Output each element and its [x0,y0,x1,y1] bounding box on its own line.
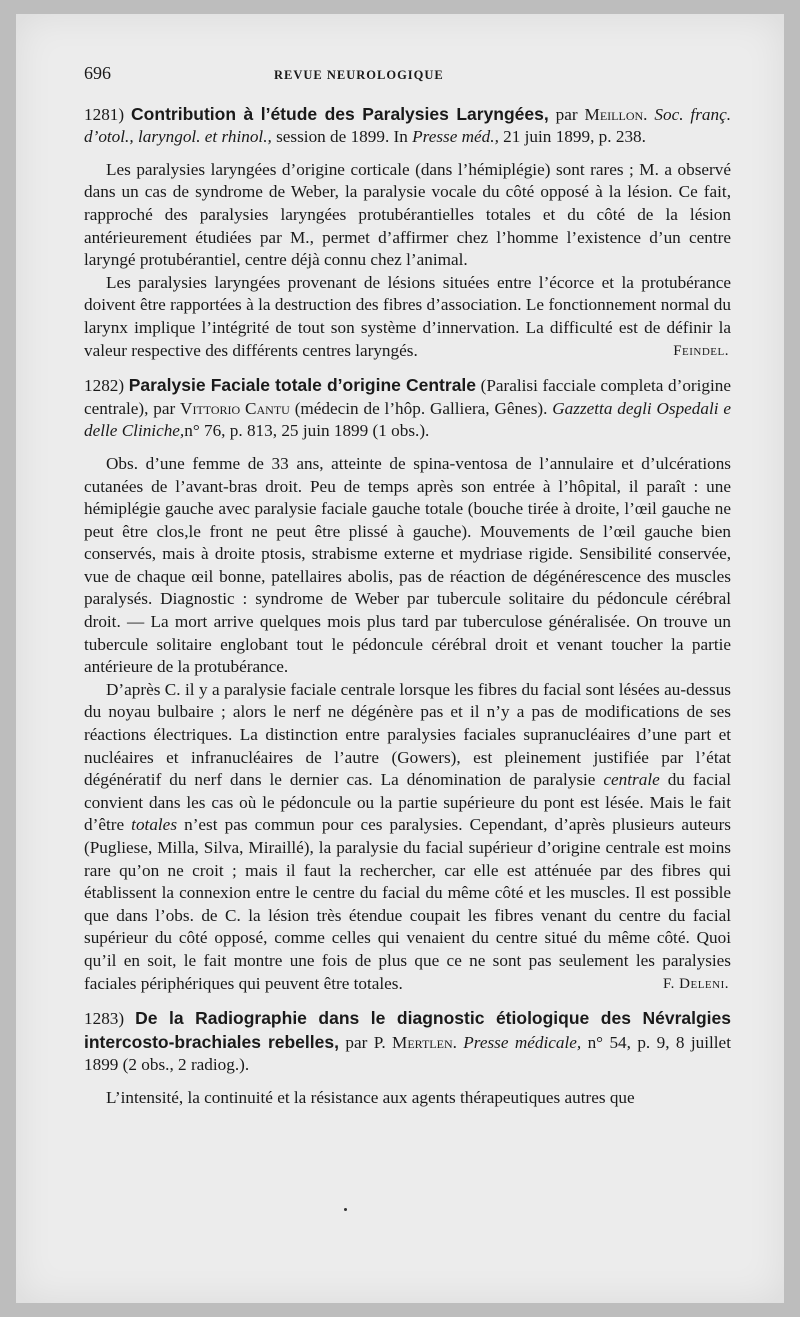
citation-text: (médecin de l’hôp. Galliera, Gênes). [289,398,553,418]
article-heading [84,1007,731,1077]
citation-journal-2: Presse méd., [412,127,499,147]
page-number: 696 [84,63,111,83]
article-1282 [84,374,731,995]
paragraph-text-a: D’après C. il y a paralysie faciale centrale lorsque les fibres du facial sont lésées au-dessus du noyau bulbaire ; alors le nerf ne dégénère pas et il n’y a pas de modifications de ses réactions électriques. La distinction entre paralysies faciales supranucléaires d’une part et nucléaires et infranucléaires de l’autre (Gowers), est pleinement justifiée par l’état dégénératif du nerf dans le dernier cas. La dénomination de paralysie [84,679,731,790]
page-header [84,62,731,87]
citation-text: session de 1899. In [271,127,413,147]
article-number: 1282) [84,376,125,396]
article-1283 [84,1007,731,1109]
paragraph-text-c: n’est pas commun pour ces paralysies. Cependant, d’après plusieurs auteurs (Pugliese, Milla, Silva, Miraillé), la paralysie du facial supérieur d’origine centrale est moins rare qu’on ne croit ; mais il faut la rechercher, car elle est atténuée par des fibres qui établissent la connexion entre le centre du facial du même côté et les muscles. Il est possible que dans l’obs. de C. la lésion très étendue coupait les fibres venant du centre du facial supérieur du côté opposé, comme celles qui venaient du centre situé du même côté. Quoi qu’il en soit, le fait montre une fois de plus que ce ne sont pas seulement les paralysies faciales périphériques qui peuvent être totales. [84,815,731,993]
paragraph-text-b: du facial convient dans les cas où le pédoncule ou la partie supérieure du pont est lésée. Mais le fait d’être [84,770,731,835]
article-number: 1281) [84,104,125,124]
signature: F. Deleni. [663,975,729,992]
article-title: Contribution à l’étude des Paralysies Laryngées, [131,103,549,124]
paragraph: Les paralysies laryngées d’origine corticale (dans l’hémiplégie) sont rares ; M. a observé dans un cas de syndrome de Weber, la paralysie vocale du côté opposé à la lésion. Ce fait, rapproché des paralysies laryngées protubérantielles totales et du côté de la lésion antérieurement étudiées par M., permet d’affirmer chez l’homme l’existence d’un centre laryngé protubérantiel, centre déjà connu chez l’animal. [84,159,731,270]
author: P. Mertlen. [373,1032,457,1052]
article-title: De la Radiographie dans le diagnostic étiologique des Névralgies intercosto-brachiales rebelles, [84,1008,732,1052]
article-heading [84,374,731,443]
paragraph-with-signature [84,679,731,995]
byline-prefix: (Paralisi facciale completa d’origine centrale), par [84,376,731,418]
citation-date: 21 juin 1899, p. 238. [498,127,646,147]
byline-prefix: par [338,1032,374,1052]
article-number: 1283) [84,1009,125,1029]
citation-journal: Presse médicale, [456,1032,582,1052]
emphasis-totales: totales [131,815,178,835]
paragraph-with-signature [84,272,731,362]
author: Meillon. [584,104,648,124]
byline-prefix: par [548,104,585,124]
paragraph: Obs. d’une femme de 33 ans, atteinte de spina-ventosa de l’annulaire et d’ulcérations cutanées de l’avant-bras droit. Peu de temps après son entrée à l’hôpital, il paraît : une hémiplégie gauche avec paralysie faciale gauche totale (bouche tirée à droite, l’œil gauche ne peut être clos,le front ne peut être plissé à gauche). Mouvements de l’œil gauche bien conservés, mais à droite ptosis, strabisme externe et mydriase rigide. Sensibilité conservée, vue de chaque œil bonne, patellaires abolis, pas de réaction de dégénérescence des muscles paralysés. Diagnostic : syndrome de Weber par tubercule solitaire du pédoncule cérébral droit. — La mort arrive quelques mois plus tard par tuberculose généralisée. On trouve un tubercule solitaire englobant tout le pédoncule cérébral droit et venant toucher la partie antérieure de la protubérance. [84,453,731,677]
author: Vittorio Cantu [180,398,290,418]
citation-date: n° 76, p. 813, 25 juin 1899 (1 obs.). [184,421,430,441]
paragraph: L’intensité, la continuité et la résistance aux agents thérapeutiques autres que [106,1087,635,1107]
ink-speck [344,1208,347,1211]
page-content [84,62,731,1122]
article-title: Paralysie Faciale totale d’origine Centrale [128,375,477,396]
signature: Feindel. [673,342,729,359]
emphasis-centrale: centrale [603,770,660,790]
citation-journal: Gazzetta degli Ospedali e delle Cliniche, [84,398,731,441]
citation-journal: Soc. franç. d’otol., laryngol. et rhinol., [84,104,731,147]
article-heading [84,103,731,149]
citation-date: n° 54, p. 9, 8 juillet 1899 (2 obs., 2 radiog.). [84,1032,731,1075]
article-1281 [84,103,731,363]
running-title: REVUE NEUROLOGIQUE [274,68,444,82]
paragraph-text: Les paralysies laryngées provenant de lésions situées entre l’écorce et la protubérance doivent être rapportées à la destruction des fibres d’association. Le fonctionnement normal du larynx implique l’intégrité de tout son système d’innervation. La difficulté est de définir la valeur respective des différents centres laryngés. [84,272,731,360]
